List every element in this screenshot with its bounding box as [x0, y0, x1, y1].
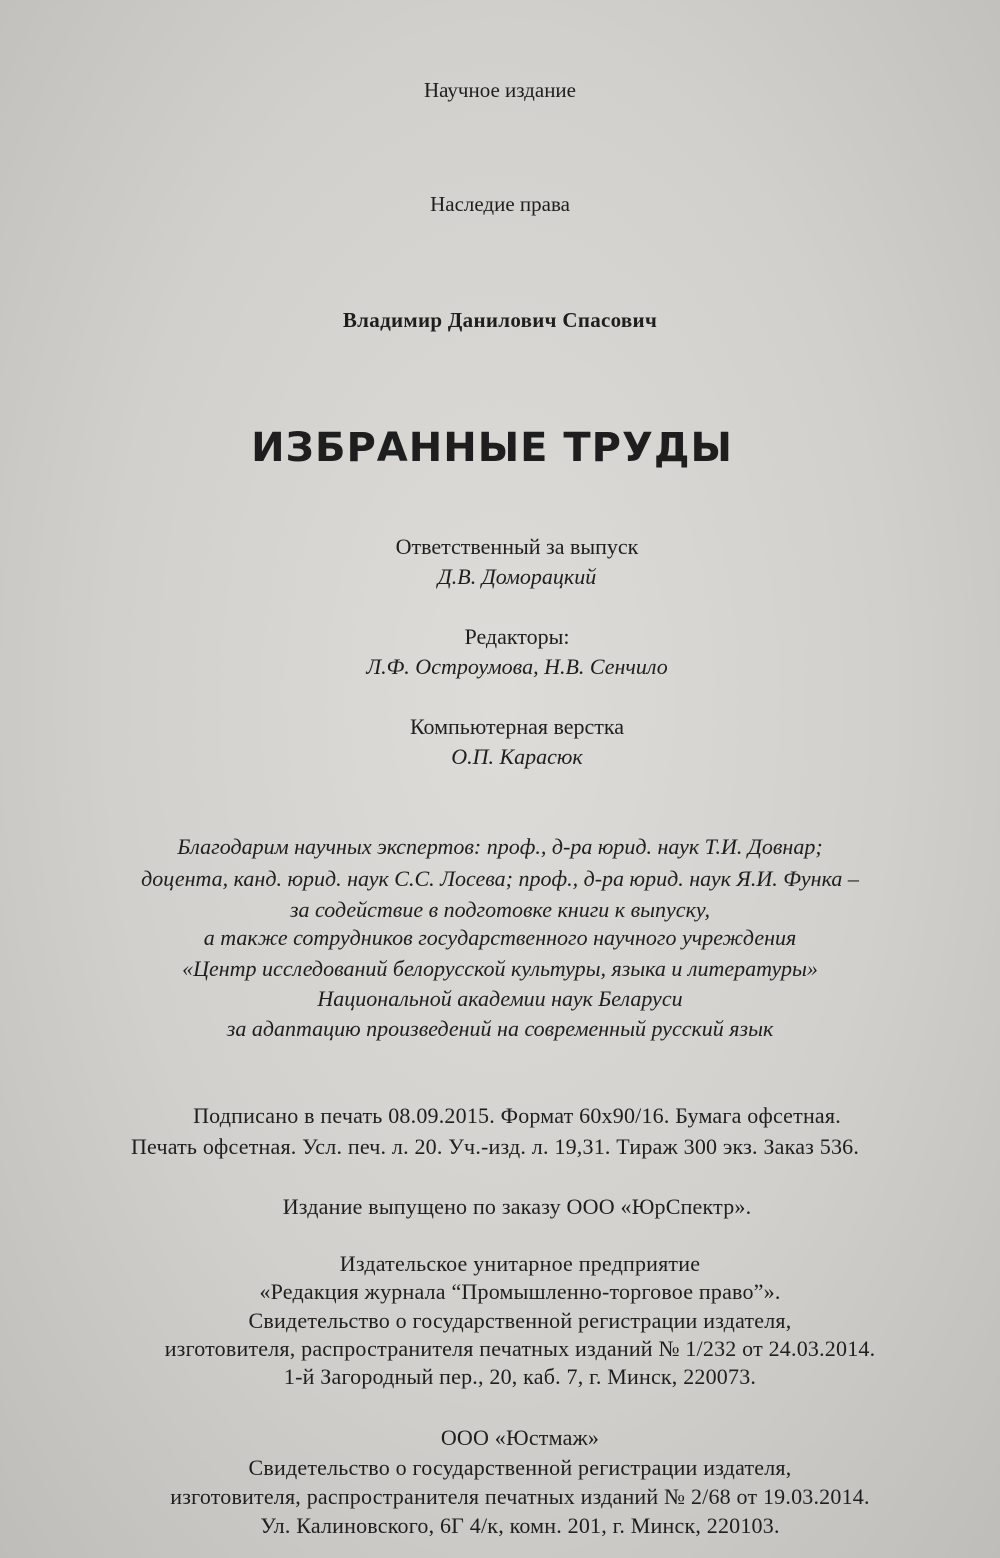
order-info: Издание выпущено по заказу ООО «ЮрСпектр». — [282, 1194, 752, 1219]
book-title: ИЗБРАННЫЕ ТРУДЫ — [251, 425, 733, 471]
printer-line: Свидетельство о государственной регистрации издателя, — [248, 1455, 792, 1480]
acknowledgement-line: «Центр исследований белорусской культуры, языка и литературы» — [182, 956, 818, 981]
acknowledgement-line: а также сотрудников государственного научного учреждения — [203, 925, 797, 950]
acknowledgement-line: за содействие в подготовке книги к выпуску, — [289, 897, 711, 922]
print-info-line: Подписано в печать 08.09.2015. Формат 60х90/16. Бумага офсетная. — [193, 1103, 841, 1128]
publisher-line: Свидетельство о государственной регистрации издателя, — [248, 1308, 792, 1333]
layout-name: О.П. Карасюк — [451, 744, 583, 769]
editors-label: Редакторы: — [464, 624, 570, 649]
printer-line: ООО «Юстмаж» — [440, 1425, 600, 1450]
editors-names: Л.Ф. Остроумова, Н.В. Сенчило — [366, 654, 668, 679]
print-info-line: Печать офсетная. Усл. печ. л. 20. Уч.-изд. л. 19,31. Тираж 300 экз. Заказ 536. — [130, 1134, 860, 1159]
author-name: Владимир Данилович Спасович — [342, 308, 658, 332]
publisher-line: «Редакция журнала “Промышленно-торговое право”». — [259, 1279, 781, 1304]
edition-type: Научное издание — [423, 78, 576, 102]
layout-label: Компьютерная верстка — [409, 714, 625, 739]
publisher-line: изготовителя, распространителя печатных изданий № 1/232 от 24.03.2014. — [164, 1336, 876, 1361]
series-name: Наследие права — [430, 192, 570, 216]
publisher-line: Издательское унитарное предприятие — [339, 1251, 701, 1276]
acknowledgement-line: доцента, канд. юрид. наук С.С. Лосева; проф., д-ра юрид. наук Я.И. Функа – — [141, 866, 859, 891]
responsible-name: Д.В. Доморацкий — [437, 564, 597, 589]
acknowledgement-line: Благодарим научных экспертов: проф., д-ра юрид. наук Т.И. Довнар; — [177, 834, 823, 859]
publisher-line: 1-й Загородный пер., 20, каб. 7, г. Минск, 220073. — [283, 1364, 757, 1389]
acknowledgement-line: Национальной академии наук Беларуси — [317, 986, 683, 1011]
printer-line: изготовителя, распространителя печатных изданий № 2/68 от 19.03.2014. — [170, 1484, 870, 1509]
printer-line: Ул. Калиновского, 6Г 4/к, комн. 201, г. Минск, 220103. — [260, 1513, 780, 1538]
responsible-label: Ответственный за выпуск — [395, 534, 639, 559]
acknowledgement-line: за адаптацию произведений на современный русский язык — [226, 1016, 774, 1041]
